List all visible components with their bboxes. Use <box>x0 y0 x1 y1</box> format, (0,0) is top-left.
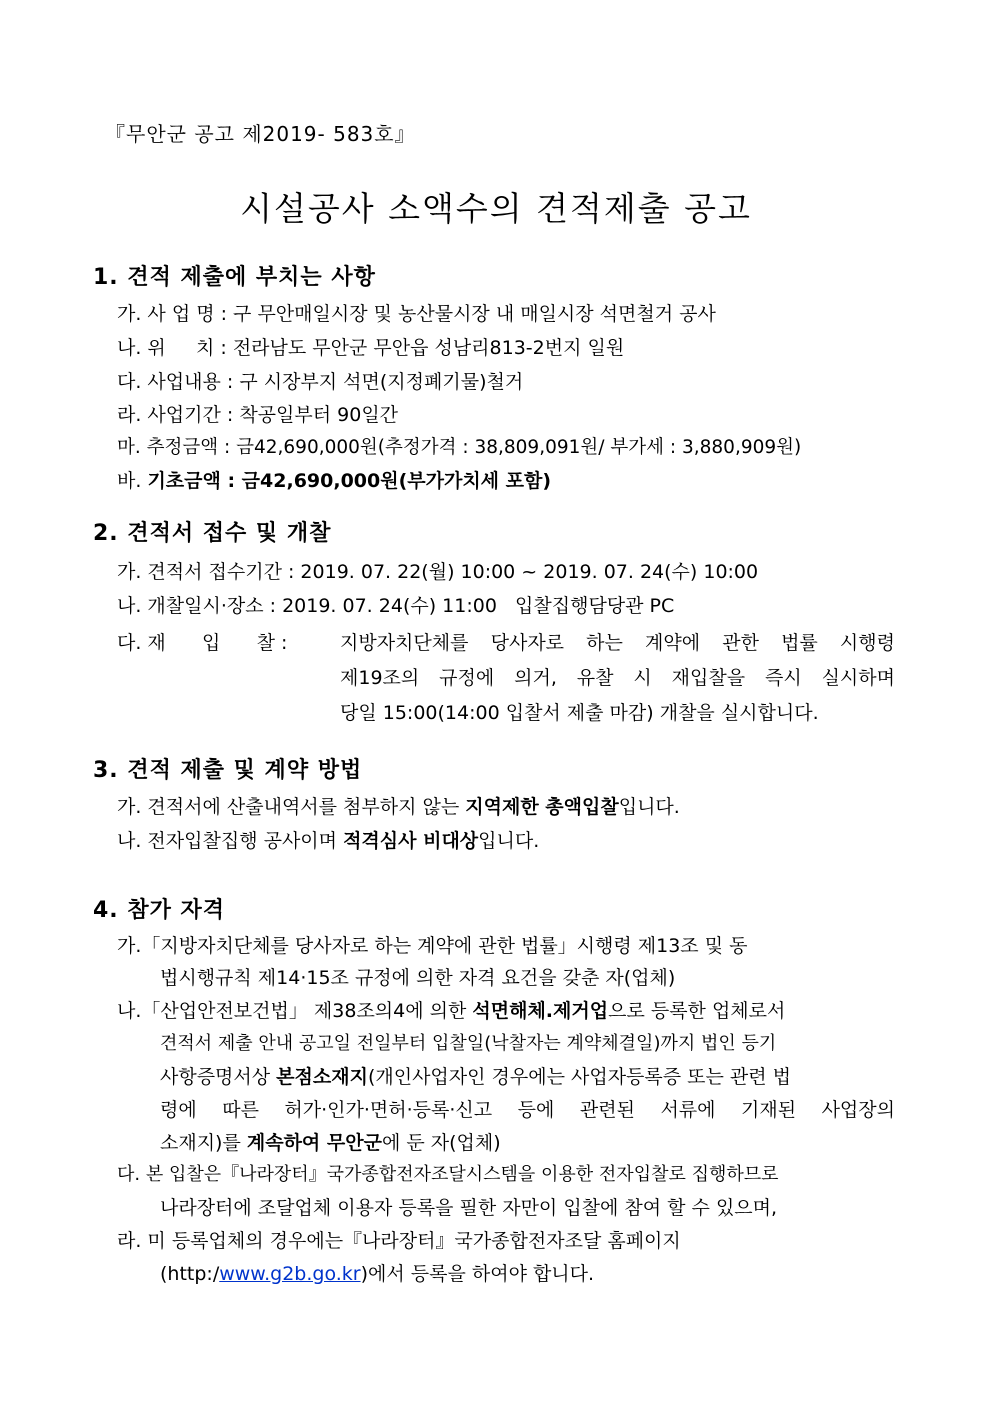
sec4-na-line4: 령에 따른 허가·인가·면허·등록·신고 등에 관련된 서류에 기재된 사업장의 <box>160 1099 895 1121</box>
sec4-na-l3-pre: 사항증명서상 <box>160 1066 277 1088</box>
sec2-item-ga: 가. 견적서 접수기간 : 2019. 07. 22(월) 10:00 ~ 2019. 07. 24(수) 10:00 <box>117 561 759 583</box>
sec4-ga-line2: 법시행규칙 제14·15조 규정에 의한 자격 요건을 갖춘 자(업체) <box>160 967 676 989</box>
sec4-da-line1: 다. 본 입찰은『나라장터』국가종합전자조달시스템을 이용한 전자입찰로 집행하므로 <box>117 1164 779 1185</box>
section-3-heading: 3. 견적 제출 및 계약 방법 <box>93 758 363 783</box>
sec1-ba-prefix: 바. <box>117 470 148 492</box>
sec1-ba-bold: 기초금액 : 금42,690,000원(부가가치세 포함) <box>147 470 552 492</box>
sec2-da-line3: 당일 15:00(14:00 입찰서 제출 마감) 개찰을 실시합니다. <box>340 702 819 724</box>
sec4-ra-line1: 라. 미 등록업체의 경우에는『나라장터』국가종합전자조달 홈페이지 <box>117 1230 681 1252</box>
sec4-na-line5 <box>160 1128 501 1155</box>
notice-number: 『무안군 공고 제2019- 583호』 <box>105 122 416 146</box>
sec1-item-da: 다. 사업내용 : 구 시장부지 석면(지정폐기물)철거 <box>117 371 524 393</box>
sec4-ra-l2-pre: (http:/ <box>160 1263 220 1285</box>
sec4-na-l5-pre: 소재지)를 <box>160 1132 247 1154</box>
sec4-na-line2: 견적서 제출 안내 공고일 전일부터 입찰일(낙찰자는 계약체결일)까지 법인 등기 <box>160 1033 777 1054</box>
sec2-item-na: 나. 개찰일시·장소 : 2019. 07. 24(수) 11:00 입찰집행담당관 PC <box>117 595 675 617</box>
sec1-item-ba <box>117 466 551 493</box>
section-2-heading: 2. 견적서 접수 및 개찰 <box>93 521 332 546</box>
sec1-item-ma: 마. 추정금액 : 금42,690,000원(추정가격 : 38,809,091원/ 부가세 : 3,880,909원) <box>117 437 802 458</box>
sec1-item-ra: 라. 사업기간 : 착공일부터 90일간 <box>117 404 399 426</box>
sec4-na-l1-post: 으로 등록한 업체로서 <box>608 1000 786 1022</box>
sec3-item-ga <box>117 792 680 819</box>
sec2-da-line1: 지방자치단체를 당사자로 하는 계약에 관한 법률 시행령 <box>340 632 895 654</box>
sec1-item-ga: 가. 사 업 명 : 구 무안매일시장 및 농산물시장 내 매일시장 석면철거 공사 <box>117 303 716 325</box>
sec3-na-bold: 적격심사 비대상 <box>343 830 479 852</box>
sec4-na-line3 <box>160 1062 791 1089</box>
sec3-na-pre: 나. 전자입찰집행 공사이며 <box>117 830 344 852</box>
sec3-item-na <box>117 826 539 853</box>
sec2-item-da-label: 다. 재 입 찰 : <box>117 632 288 654</box>
sec3-ga-bold: 지역제한 총액입찰 <box>465 796 619 818</box>
sec4-na-l1-bold: 석면해체.제거업 <box>472 1000 609 1022</box>
sec4-ra-l2-post: )에서 등록을 하여야 합니다. <box>360 1263 595 1285</box>
sec4-na-l3-post: (개인사업자인 경우에는 사업자등록증 또는 관련 법 <box>367 1066 791 1088</box>
sec4-na-l3-bold: 본점소재지 <box>276 1066 368 1088</box>
sec4-na-l1-pre: 나.「산업안전보건법」 제38조의4에 의한 <box>117 1000 473 1022</box>
section-1-heading: 1. 견적 제출에 부치는 사항 <box>93 265 376 290</box>
sec1-item-na: 나. 위 치 : 전라남도 무안군 무안읍 성남리813-2번지 일원 <box>117 337 625 359</box>
sec4-da-line2: 나라장터에 조달업체 이용자 등록을 필한 자만이 입찰에 참여 할 수 있으며, <box>160 1197 778 1219</box>
sec4-ga-line1: 가.「지방자치단체를 당사자로 하는 계약에 관한 법률」시행령 제13조 및 동 <box>117 935 748 957</box>
sec4-na-l5-post: 에 둔 자(업체) <box>381 1132 501 1154</box>
sec4-na-l5-bold: 계속하여 무안군 <box>246 1132 382 1154</box>
sec3-na-post: 입니다. <box>478 830 540 852</box>
sec4-na-line1 <box>117 996 785 1023</box>
section-4-heading: 4. 참가 자격 <box>93 898 225 923</box>
sec3-ga-post: 입니다. <box>618 796 680 818</box>
sec3-ga-pre: 가. 견적서에 산출내역서를 첨부하지 않는 <box>117 796 466 818</box>
page-title: 시설공사 소액수의 견적제출 공고 <box>240 189 752 228</box>
g2b-link[interactable]: www.g2b.go.kr <box>219 1263 361 1285</box>
sec4-ra-line2 <box>160 1259 594 1286</box>
sec2-da-line2: 제19조의 규정에 의거, 유찰 시 재입찰을 즉시 실시하며 <box>340 667 895 689</box>
